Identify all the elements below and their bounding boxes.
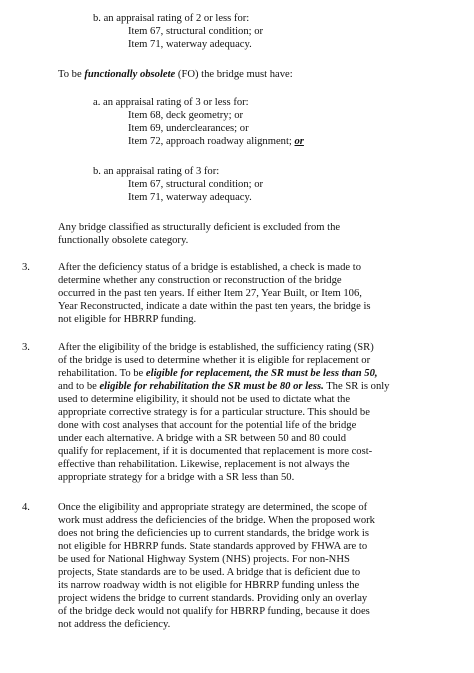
fo-a-intro: a. an appraisal rating of 3 or less for: — [93, 97, 249, 108]
fo-intro: To be functionally obsolete (FO) the bridge must have: — [58, 69, 293, 80]
paragraph-line: used to determine eligibility, it should not be used to dictate what the — [58, 394, 351, 405]
paragraph-line: not eligible for HBRRP funding. — [58, 314, 197, 325]
paragraph-line: rehabilitation. To be eligible for replacement, the SR must be less than 50, — [58, 368, 378, 379]
so-b-item: Item 67, structural condition; or — [128, 26, 264, 37]
fo-a-item: Item 68, deck geometry; or — [128, 110, 244, 121]
paragraph-line: does not bring the deficiencies up to current standards, the bridge work is — [58, 528, 369, 539]
paragraph-line: After the deficiency status of a bridge is established, a check is made to — [58, 262, 361, 273]
paragraph-line: appropriate strategy for a bridge with a SR less than 50. — [58, 472, 295, 483]
paragraph-number: 4. — [22, 502, 30, 513]
paragraph-line: qualify for replacement, if it is documented that replacement is more cost- — [58, 446, 373, 457]
paragraph-line: occurred in the past ten years. If either Item 27, Year Built, or Item 106, — [58, 288, 362, 299]
paragraph-number: 3. — [22, 342, 30, 353]
paragraph-line: not eligible for HBRRP funds. State standards approved by FHWA are to — [58, 541, 368, 552]
paragraph-line: and to be eligible for rehabilitation the SR must be 80 or less. The SR is only — [58, 381, 390, 392]
so-b-item: Item 71, waterway adequacy. — [128, 39, 252, 50]
paragraph-line: not address the deficiency. — [58, 619, 171, 630]
paragraph-line: effective than rehabilitation. Likewise, replacement is not always the — [58, 459, 350, 470]
paragraph-line: under each alternative. A bridge with a SR between 50 and 80 could — [58, 433, 347, 444]
paragraph-line: After the eligibility of the bridge is established, the sufficiency rating (SR) — [58, 342, 374, 353]
fo-a-item: Item 72, approach roadway alignment; or — [128, 136, 304, 147]
paragraph-number: 3. — [22, 262, 30, 273]
exclusion-line: functionally obsolete category. — [58, 235, 189, 246]
paragraph-line: its narrow roadway width is not eligible for HBRRP funding unless the — [58, 580, 360, 591]
exclusion-line: Any bridge classified as structurally deficient is excluded from the — [58, 222, 341, 233]
paragraph-line: Year Reconstructed, indicate a date within the past ten years, the bridge is — [58, 301, 371, 312]
fo-b-intro: b. an appraisal rating of 3 for: — [93, 166, 220, 177]
fo-b-item: Item 67, structural condition; or — [128, 179, 264, 190]
paragraph-line: be used for National Highway System (NHS) projects. For non-NHS — [58, 554, 350, 565]
paragraph-line: projects, State standards are to be used. A bridge that is deficient due to — [58, 567, 361, 578]
paragraph-line: done with cost analyses that account for the potential life of the bridge — [58, 420, 357, 431]
so-b-intro: b. an appraisal rating of 2 or less for: — [93, 13, 250, 24]
paragraph-line: Once the eligibility and appropriate strategy are determined, the scope of — [58, 502, 368, 513]
fo-a-item: Item 69, underclearances; or — [128, 123, 249, 134]
paragraph-line: work must address the deficiencies of the bridge. When the proposed work — [58, 515, 375, 526]
paragraph-line: determine whether any construction or reconstruction of the bridge — [58, 275, 342, 286]
paragraph-line: of the bridge is used to determine whether it is eligible for replacement or — [58, 355, 371, 366]
fo-b-item: Item 71, waterway adequacy. — [128, 192, 252, 203]
paragraph-line: of the bridge deck would not qualify for HBRRP funding, because it does — [58, 606, 370, 617]
paragraph-line: appropriate corrective strategy is for a particular structure. This should be — [58, 407, 370, 418]
paragraph-line: project widens the bridge to current standards. Providing only an overlay — [58, 593, 368, 604]
